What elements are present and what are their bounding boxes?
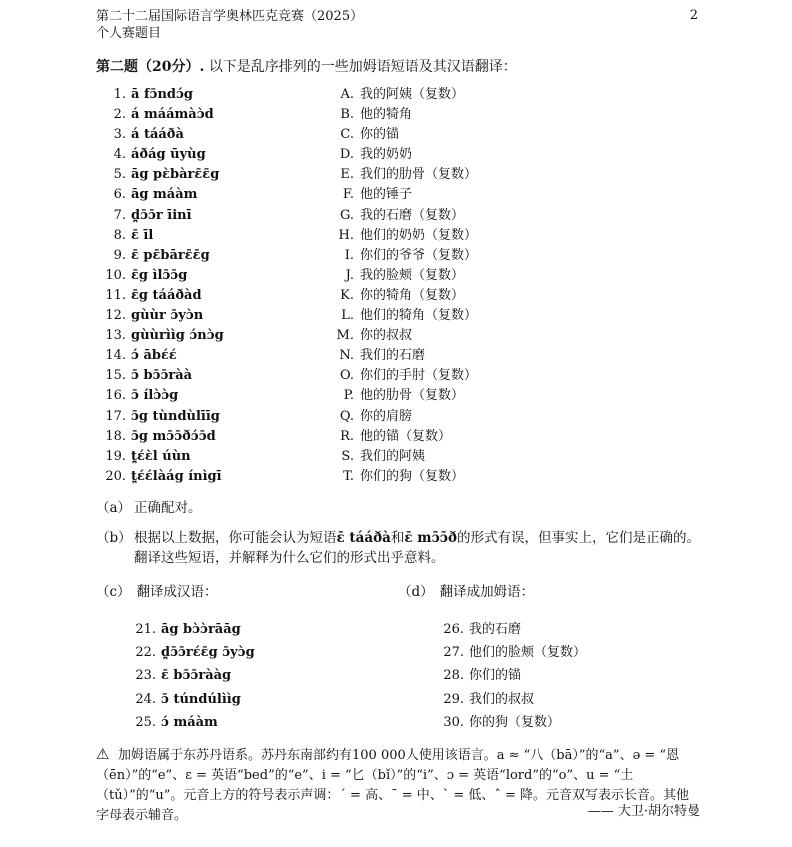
running-header [96,8,363,42]
gaam-phrase: t̪ɛ́ɛ́làág ínìgī [131,468,222,484]
chinese-translation: 我的阿姨（复数） [360,87,465,102]
list-item [96,346,706,366]
gaam-phrase: ā fɔ̄ndɔ́g [131,87,194,102]
part-b-phrase-1: ɛ̄ tááðà [336,530,391,546]
gaam-phrase: t̪ɛ́ɛ̀l úùn [131,448,191,464]
translation-letter: E. [340,167,354,183]
part-c-heading [96,580,218,600]
chinese-phrase: 我们的叔叔 [469,691,535,707]
translation-letter: B. [340,107,354,123]
translation-letter: K. [340,287,354,303]
exercise-number: 30. [443,714,464,730]
chinese-translation: 我们的阿姨 [360,448,426,464]
phrase-list [96,85,706,487]
translation-letter: O. [339,368,354,384]
gaam-phrase: ɛ̄ bɔ̄ɔ̄rààg [161,668,232,684]
gaam-phrase: ɛ̄ pɛ̄bārɛ̄ɛ̄g [131,247,210,263]
gaam-phrase: ɔ̄ ílɔ̀ɔ̀g [131,388,179,404]
part-b-text [134,528,704,568]
list-item [96,125,706,145]
translation-letter: M. [336,328,354,344]
translation-letter: S. [341,448,354,464]
chinese-translation: 他的锤子 [360,187,413,203]
gaam-phrase: āg máàm [131,187,198,203]
phrase-number: 18. [105,428,126,444]
author-signature: —— 大卫·胡尔特曼 [587,804,700,819]
phrase-number: 2. [113,107,126,123]
translation-letter: C. [340,127,354,143]
chinese-translation: 他的锚（复数） [360,428,452,444]
translation-letter: R. [340,428,354,444]
phrase-number: 11. [105,287,126,303]
gaam-phrase: á máámàɔ̀d [131,107,214,123]
phrase-number: 9. [113,247,126,263]
page-number: 2 [689,8,698,23]
chinese-phrase: 你的狗（复数） [469,714,561,730]
gaam-phrase: ɔ̄ túndúlììg [161,691,241,707]
translation-letter: P. [343,388,354,404]
gaam-phrase: ɔ̄ bɔ̄ɔ̄ràà [131,368,193,384]
chinese-phrase: 我的石磨 [469,622,522,637]
translation-letter: N. [339,348,354,364]
phrase-number: 17. [105,408,126,424]
part-a-label: （a） [96,500,132,516]
exercise-number: 24. [135,691,156,707]
chinese-translation: 我的石磨（复数） [360,207,465,223]
list-item [96,427,706,447]
part-a-text: 正确配对。 [134,500,202,516]
part-c-text: 翻译成汉语： [136,584,218,600]
problem-number: 第二题（20分）. [96,59,205,75]
note-text: 加姆语属于东苏丹语系。苏丹东南部约有100 000人使用该语言。a ≈ “八（bā）”的“a”、ə = “恩（ēn）”的“e”、ɛ = 英语“bed”的“e”、i = “匕（bǐ）”的“i”、ɔ = 英语“lord”的“o”、u = “土（tǔ）”的“u”。元音上方的符号表示声调：ˊ = 高、ˉ = 中、ˋ = 低、ˆ = 降。元音双写表示长音。其他字母表示辅音。 [96,748,690,823]
gaam-phrase: d̪ɔ̄ɔ̄rɛ́ɛ̄g ɔ̄yɔ̀g [161,645,255,661]
chinese-translation: 他的犄角 [360,107,413,123]
chinese-translation: 我的脸颊（复数） [360,267,465,283]
gaam-phrase: āg pɛ̀bàrɛ̄ɛ̄g [131,167,220,183]
exercise-number: 23. [135,668,156,684]
exercise-number: 28. [443,668,464,684]
gaam-phrase: ɛ̄ īl [131,227,154,243]
part-b-text-1: 根据以上数据，你可能会认为短语 [134,530,337,546]
chinese-translation: 他的肋骨（复数） [360,388,465,404]
part-d-text: 翻译成加姆语： [439,584,535,600]
translation-letter: J. [345,267,354,283]
phrase-number: 13. [105,328,126,344]
warning-icon: ⚠ [96,745,110,763]
list-item [96,286,706,306]
chinese-translation: 我的奶奶 [360,147,413,163]
phrase-number: 15. [105,368,126,384]
part-d-heading [398,580,534,600]
part-c-label: （c） [96,584,131,600]
translation-letter: G. [339,207,354,223]
exercise-number: 22. [135,645,156,661]
chinese-translation: 他们的奶奶（复数） [360,227,478,243]
part-b-text-3: 的形式有误，但事实上，它们是正确的。翻译这些短语，并解释为什么它们的形式出乎意料。 [134,530,701,566]
list-item [96,407,706,427]
problem-title [96,56,517,76]
gaam-phrase: āg bɔ̀ɔ̀rāāg [161,622,241,637]
exercise-number: 25. [135,714,156,730]
list-item [96,467,706,487]
chinese-translation: 你们的狗（复数） [360,468,465,484]
phrase-number: 5. [113,167,126,183]
phrase-number: 12. [105,308,126,324]
phrase-number: 19. [105,448,126,464]
part-b-phrase-2: ɛ̄ mɔ̄ɔ̄ð [404,530,458,546]
translation-letter: Q. [339,408,354,424]
chinese-translation: 他们的犄角（复数） [360,308,478,324]
exercise-number: 29. [443,691,464,707]
gaam-phrase: ɔ́ máàm [161,714,218,730]
phrase-number: 20. [105,468,126,484]
translation-letter: I. [344,247,354,263]
translation-letter: D. [339,147,354,163]
phrase-number: 7. [113,207,126,223]
translation-letter: L. [341,308,354,324]
list-item [96,206,706,226]
chinese-translation: 你的犄角（复数） [360,287,465,303]
gaam-phrase: á tááðà [131,127,184,143]
phrase-number: 8. [113,227,126,243]
part-b-label: （b） [96,530,132,546]
part-b-text-2: 和 [390,530,405,546]
gaam-phrase: d̪ɔ̄ɔ̄r īinī [131,207,192,223]
chinese-translation: 你的叔叔 [360,328,413,344]
phrase-number: 6. [113,187,126,203]
chinese-phrase: 他们的脸颊（复数） [469,645,587,661]
chinese-translation: 我们的肋骨（复数） [360,167,478,183]
phrase-number: 4. [113,147,126,163]
exercise-number: 21. [135,622,156,637]
list-item [96,226,706,246]
translation-letter: T. [343,468,354,484]
chinese-translation: 你的肩膀 [360,408,413,424]
gaam-phrase: gùùrììg ɔ́nɔ̀g [131,328,224,344]
gaam-phrase: ɔ̄g tùndùlīīg [131,408,220,424]
gaam-phrase: áðág ūyùg [131,147,206,163]
phrase-number: 1. [113,87,126,102]
list-item [96,326,706,346]
problem-intro: 以下是乱序排列的一些加姆语短语及其汉语翻译： [208,59,517,75]
translation-letter: H. [338,227,354,243]
list-item [96,366,706,386]
translation-letter: F. [342,187,354,203]
exercise-number: 26. [443,622,464,637]
list-item [96,447,706,467]
gaam-phrase: ɔ̄g mɔ̄ɔ̄ðɔ́ɔ̄d [131,428,216,444]
list-item [96,386,706,406]
phrase-number: 10. [105,267,126,283]
chinese-translation: 我们的石磨 [360,348,426,364]
chinese-phrase: 你们的锚 [469,668,522,684]
list-item [96,185,706,205]
phrase-number: 16. [105,388,126,404]
gaam-phrase: ɛ̄g tááðàd [131,287,202,303]
gaam-phrase: ɔ́ ābɛ́ɛ́ [131,348,177,364]
exercise-number: 27. [443,645,464,661]
translation-letter: A. [340,87,354,102]
list-item [96,165,706,185]
list-item [96,105,706,125]
header-competition: 第二十二届国际语言学奥林匹克竞赛（2025） [96,9,364,24]
list-item [96,306,706,326]
list-item [96,246,706,266]
chinese-translation: 你的锚 [360,127,400,143]
phrase-number: 3. [113,127,126,143]
gaam-phrase: gùùr ɔ̄yɔ̀n [131,308,204,324]
gaam-phrase: ɛ̄g ìlɔ̄ɔ̄g [131,267,188,283]
list-item [96,85,706,105]
phrase-number: 14. [105,348,126,364]
chinese-translation: 你们的手肘（复数） [360,368,478,384]
header-section: 个人赛题目 [96,26,162,41]
chinese-translation: 你们的爷爷（复数） [360,247,478,263]
list-item [96,266,706,286]
part-d-label: （d） [398,584,434,600]
list-item [96,145,706,165]
